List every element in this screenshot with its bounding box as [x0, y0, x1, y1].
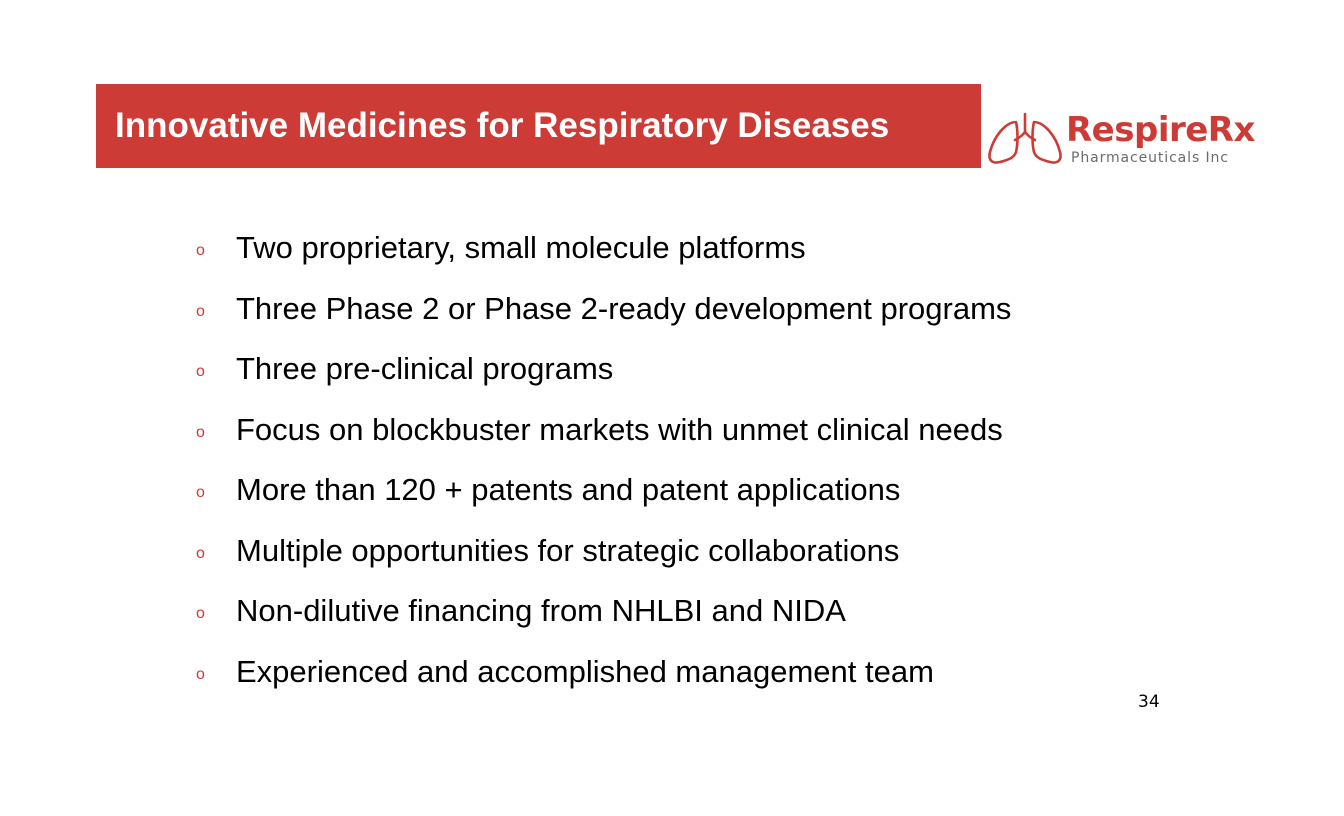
list-item — [190, 650, 1011, 711]
lungs-icon — [986, 112, 1064, 166]
bullet-text: Multiple opportunities for strategic collaborations — [236, 532, 900, 568]
logo-name: RespireRx — [1066, 110, 1255, 150]
list-item — [190, 226, 1011, 287]
company-logo — [986, 108, 1255, 168]
bullet-marker-icon: o — [196, 544, 205, 562]
list-item — [190, 408, 1011, 469]
bullet-text: Focus on blockbuster markets with unmet clinical needs — [236, 411, 1003, 447]
bullet-text: Three pre-clinical programs — [236, 351, 614, 386]
bullet-marker-icon: o — [196, 302, 205, 320]
bullet-marker-icon: o — [196, 423, 205, 441]
logo-subtitle: Pharmaceuticals Inc — [1071, 150, 1229, 166]
bullet-marker-icon: o — [196, 242, 205, 259]
bullet-text: Experienced and accomplished management team — [236, 653, 934, 689]
bullet-marker-icon: o — [196, 363, 205, 380]
page-number: 34 — [1138, 692, 1160, 712]
slide-title: Innovative Medicines for Respiratory Diseases — [115, 106, 890, 145]
title-bar — [96, 84, 981, 168]
bullet-text: Two proprietary, small molecule platforms — [236, 230, 806, 265]
bullet-marker-icon: o — [196, 665, 205, 683]
list-item — [190, 529, 1011, 590]
bullet-marker-icon: o — [196, 605, 205, 622]
list-item — [190, 468, 1011, 529]
list-item — [190, 347, 1011, 408]
list-item — [190, 589, 1011, 650]
bullet-text: More than 120 + patents and patent applications — [236, 472, 901, 507]
bullet-list — [190, 226, 1011, 710]
list-item — [190, 287, 1011, 348]
bullet-text: Three Phase 2 or Phase 2-ready development programs — [236, 290, 1012, 326]
bullet-text: Non-dilutive financing from NHLBI and NIDA — [236, 593, 846, 628]
bullet-marker-icon: o — [196, 484, 205, 501]
